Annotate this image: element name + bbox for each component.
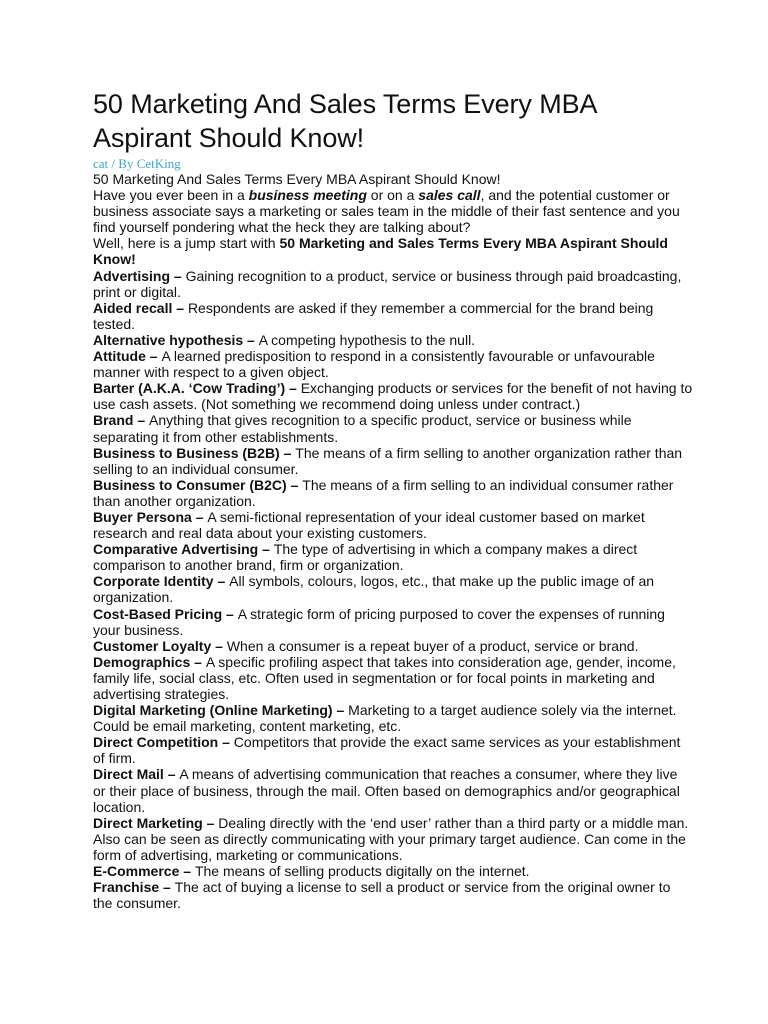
term-name: Buyer Persona –	[93, 508, 208, 525]
term-definition: Gaining recognition to a product, service or business through paid broadcasting, print or digital.	[93, 267, 682, 300]
term-name: Barter (A.K.A. ‘Cow Trading’) –	[93, 380, 301, 397]
term-entry	[93, 541, 693, 573]
term-definition: A learned predisposition to respond in a consistently favourable or unfavourable manner with respect to a given object.	[93, 348, 655, 381]
term-entry	[93, 879, 693, 911]
intro-text: or on a	[366, 187, 419, 204]
terms-list	[93, 268, 693, 912]
term-name: Customer Loyalty –	[93, 637, 227, 654]
term-entry	[93, 445, 693, 477]
intro-line: 50 Marketing And Sales Terms Every MBA Aspirant Should Know!	[93, 171, 501, 187]
term-name: Cost-Based Pricing –	[93, 605, 238, 622]
term-definition: Marketing to a target audience solely via the internet. Could be email marketing, content marketing, etc.	[93, 702, 677, 735]
term-definition: The act of buying a license to sell a product or service from the original owner to the consumer.	[93, 879, 671, 912]
term-name: Franchise –	[93, 879, 175, 896]
term-entry	[93, 654, 693, 702]
term-entry	[93, 766, 693, 814]
term-definition: A competing hypothesis to the null.	[258, 331, 476, 348]
term-name: Business to Consumer (B2C) –	[93, 476, 303, 493]
term-entry	[93, 477, 693, 509]
term-entry	[93, 638, 693, 654]
term-definition: All symbols, colours, logos, etc., that make up the public image of an organization.	[93, 573, 655, 606]
term-name: Demographics –	[93, 653, 206, 670]
term-entry	[93, 702, 693, 734]
term-entry	[93, 573, 693, 605]
term-entry	[93, 300, 693, 332]
term-entry	[93, 412, 693, 444]
term-definition: Dealing directly with the ‘end user’ rather than a third party or a middle man. Also can be seen as directly communicating with your primary target audience. Can come in the form of advertising, marketing or communications.	[93, 814, 689, 863]
term-name: Business to Business (B2B) –	[93, 444, 296, 461]
term-definition: The type of advertising in which a company makes a direct comparison to another brand, firm or organization.	[93, 541, 638, 574]
article-body	[93, 171, 693, 911]
emphasis-business-meeting: business meeting	[248, 187, 367, 204]
emphasis-sales-call: sales call	[418, 187, 481, 204]
term-name: E-Commerce –	[93, 863, 195, 880]
term-definition: A semi-fictional representation of your ideal customer based on market research and real data about your existing customers.	[93, 508, 645, 542]
term-entry	[93, 509, 693, 541]
term-definition: When a consumer is a repeat buyer of a product, service or brand.	[226, 637, 639, 654]
term-definition: The means of selling products digitally on the internet.	[194, 863, 530, 880]
intro-paragraph	[93, 187, 693, 235]
term-entry	[93, 268, 693, 300]
intro-strong: 50 Marketing and Sales Terms Every MBA Aspirant Should Know!	[93, 235, 668, 268]
term-name: Digital Marketing (Online Marketing) –	[93, 702, 349, 719]
term-entry	[93, 348, 693, 380]
term-name: Direct Marketing –	[93, 814, 219, 831]
term-entry	[93, 380, 693, 412]
term-definition: A strategic form of pricing purposed to cover the expenses of running your business.	[93, 605, 665, 638]
meta-separator: / By	[108, 156, 137, 171]
intro-text: , and the potential customer or business associate says a marketing or sales team in the middle of their fast sentence and you find yourself pondering what the heck they are talking about?	[93, 187, 680, 236]
author-link[interactable]: CetKing	[136, 156, 181, 171]
term-name: Attitude –	[93, 348, 162, 365]
document-page	[93, 87, 693, 911]
term-definition: A means of advertising communication that reaches a consumer, where they live or their place of business, through the mail. Often based on demographics and/or geographical location.	[93, 766, 680, 815]
intro-jumpstart	[93, 235, 693, 267]
term-entry	[93, 815, 693, 863]
term-definition: Competitors that provide the exact same services as your establishment of firm.	[93, 734, 681, 767]
term-name: Brand –	[93, 412, 150, 429]
term-name: Advertising –	[93, 267, 186, 284]
intro-text: Have you ever been in a	[93, 187, 249, 204]
term-name: Comparative Advertising –	[93, 541, 274, 558]
term-definition: The means of a firm selling to another organization rather than selling to an individual consumer.	[93, 444, 683, 477]
intro-text: Well, here is a jump start with	[93, 235, 280, 252]
article-title: 50 Marketing And Sales Terms Every MBA Aspirant Should Know!	[93, 89, 596, 153]
term-name: Corporate Identity –	[93, 573, 230, 590]
term-definition: Respondents are asked if they remember a commercial for the brand being tested.	[93, 299, 654, 332]
term-entry	[93, 332, 693, 348]
term-entry	[93, 606, 693, 638]
term-name: Direct Competition –	[93, 734, 234, 751]
term-definition: Anything that gives recognition to a specific product, service or business while separating it from other establishments.	[93, 412, 632, 445]
term-definition: The means of a firm selling to an individual consumer rather than another organization.	[93, 476, 674, 509]
term-name: Alternative hypothesis –	[93, 331, 259, 348]
post-meta	[93, 157, 693, 171]
category-link[interactable]: cat	[93, 156, 109, 171]
term-entry	[93, 863, 693, 879]
term-entry	[93, 734, 693, 766]
term-name: Direct Mail –	[93, 766, 180, 783]
term-definition: A specific profiling aspect that takes into consideration age, gender, income, family life, social class, etc. Often used in segmentation or for focal points in marketing and advertising strategies.	[93, 653, 676, 702]
term-definition: Exchanging products or services for the benefit of not having to use cash assets. (Not something we recommend doing unless under contract.)	[93, 380, 693, 413]
term-name: Aided recall –	[93, 299, 188, 316]
